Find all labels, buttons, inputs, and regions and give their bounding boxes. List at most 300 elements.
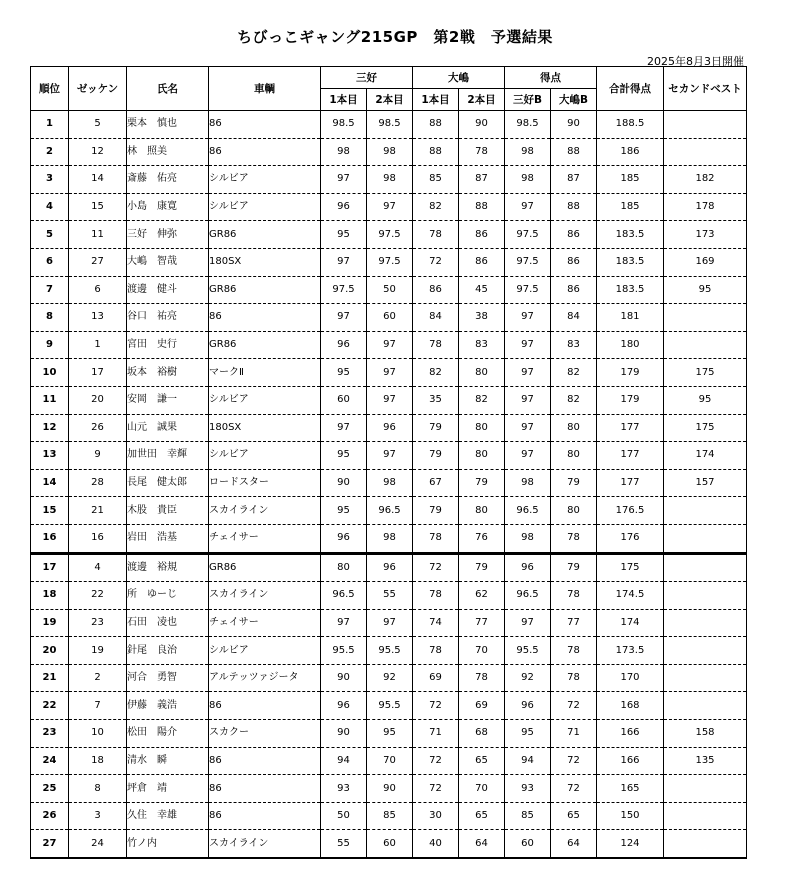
cell-miyoshi-run2: 85 bbox=[367, 802, 413, 830]
cell-car: スカイライン bbox=[209, 497, 321, 525]
cell-miyoshi-best: 98 bbox=[505, 138, 551, 166]
cell-oshima-run1: 86 bbox=[413, 276, 459, 304]
cell-miyoshi-run2: 97 bbox=[367, 442, 413, 470]
cell-miyoshi-run2: 98 bbox=[367, 138, 413, 166]
cell-total: 176 bbox=[597, 524, 664, 553]
cell-zekken: 27 bbox=[69, 248, 127, 276]
cell-second-best: 182 bbox=[664, 166, 747, 194]
cell-miyoshi-run2: 92 bbox=[367, 664, 413, 692]
cell-rank: 14 bbox=[31, 469, 69, 497]
cell-rank: 19 bbox=[31, 609, 69, 637]
cell-miyoshi-best: 96 bbox=[505, 692, 551, 720]
cell-miyoshi-best: 96.5 bbox=[505, 582, 551, 610]
table-row bbox=[31, 775, 747, 803]
cell-miyoshi-run2: 97 bbox=[367, 331, 413, 359]
table-row bbox=[31, 524, 747, 553]
cell-name: 林 照美 bbox=[127, 138, 209, 166]
cell-miyoshi-run2: 97.5 bbox=[367, 248, 413, 276]
cell-second-best bbox=[664, 304, 747, 332]
cell-zekken: 4 bbox=[69, 553, 127, 582]
cell-zekken: 18 bbox=[69, 747, 127, 775]
cell-oshima-best: 72 bbox=[551, 747, 597, 775]
cell-oshima-run1: 71 bbox=[413, 720, 459, 748]
cell-oshima-run2: 87 bbox=[459, 166, 505, 194]
table-row bbox=[31, 414, 747, 442]
cell-miyoshi-best: 95 bbox=[505, 720, 551, 748]
cell-car: シルビア bbox=[209, 166, 321, 194]
cell-car: 86 bbox=[209, 775, 321, 803]
cell-total: 177 bbox=[597, 469, 664, 497]
table-row bbox=[31, 276, 747, 304]
cell-total: 185 bbox=[597, 166, 664, 194]
cell-miyoshi-run1: 95 bbox=[321, 442, 367, 470]
cell-name: 山元 誠果 bbox=[127, 414, 209, 442]
cell-miyoshi-run1: 95 bbox=[321, 221, 367, 249]
results-table bbox=[30, 66, 747, 859]
cell-miyoshi-best: 85 bbox=[505, 802, 551, 830]
cell-zekken: 5 bbox=[69, 111, 127, 139]
cell-oshima-run2: 38 bbox=[459, 304, 505, 332]
cell-miyoshi-run2: 98 bbox=[367, 469, 413, 497]
cell-total: 174 bbox=[597, 609, 664, 637]
cell-oshima-best: 80 bbox=[551, 497, 597, 525]
cell-second-best bbox=[664, 138, 747, 166]
cell-oshima-run1: 72 bbox=[413, 553, 459, 582]
cell-oshima-run1: 30 bbox=[413, 802, 459, 830]
cell-second-best: 175 bbox=[664, 359, 747, 387]
cell-car: スカクー bbox=[209, 720, 321, 748]
cell-oshima-run2: 79 bbox=[459, 553, 505, 582]
cell-miyoshi-run1: 60 bbox=[321, 386, 367, 414]
cell-miyoshi-run1: 96 bbox=[321, 524, 367, 553]
cell-second-best: 157 bbox=[664, 469, 747, 497]
table-row bbox=[31, 138, 747, 166]
table-row bbox=[31, 720, 747, 748]
header-second-best: セカンドベスト bbox=[664, 67, 747, 111]
cell-second-best: 135 bbox=[664, 747, 747, 775]
cell-oshima-best: 82 bbox=[551, 359, 597, 387]
cell-rank: 26 bbox=[31, 802, 69, 830]
cell-second-best: 174 bbox=[664, 442, 747, 470]
cell-rank: 5 bbox=[31, 221, 69, 249]
cell-miyoshi-run2: 50 bbox=[367, 276, 413, 304]
cell-oshima-run2: 82 bbox=[459, 386, 505, 414]
cell-second-best bbox=[664, 553, 747, 582]
cell-miyoshi-run2: 60 bbox=[367, 304, 413, 332]
cell-rank: 21 bbox=[31, 664, 69, 692]
cell-car: 180SX bbox=[209, 248, 321, 276]
header-oshima: 大嶋 bbox=[413, 67, 505, 89]
cell-oshima-run2: 62 bbox=[459, 582, 505, 610]
cell-miyoshi-best: 96 bbox=[505, 553, 551, 582]
cell-second-best bbox=[664, 802, 747, 830]
cell-zekken: 7 bbox=[69, 692, 127, 720]
cell-miyoshi-run1: 96.5 bbox=[321, 582, 367, 610]
cell-miyoshi-best: 98.5 bbox=[505, 111, 551, 139]
cell-miyoshi-best: 98 bbox=[505, 524, 551, 553]
cell-name: 宮田 史行 bbox=[127, 331, 209, 359]
cell-second-best bbox=[664, 775, 747, 803]
cell-name: 石田 凌也 bbox=[127, 609, 209, 637]
cell-oshima-best: 86 bbox=[551, 276, 597, 304]
cell-oshima-run1: 40 bbox=[413, 830, 459, 858]
cell-oshima-run2: 65 bbox=[459, 747, 505, 775]
cell-oshima-run1: 72 bbox=[413, 692, 459, 720]
cell-zekken: 11 bbox=[69, 221, 127, 249]
cell-rank: 10 bbox=[31, 359, 69, 387]
cell-oshima-best: 87 bbox=[551, 166, 597, 194]
cell-oshima-run1: 78 bbox=[413, 582, 459, 610]
cell-oshima-best: 71 bbox=[551, 720, 597, 748]
cell-oshima-run2: 70 bbox=[459, 775, 505, 803]
cell-name: 渡邊 健斗 bbox=[127, 276, 209, 304]
table-row bbox=[31, 304, 747, 332]
cell-miyoshi-run2: 97 bbox=[367, 609, 413, 637]
table-row bbox=[31, 248, 747, 276]
cell-total: 181 bbox=[597, 304, 664, 332]
cell-oshima-run2: 70 bbox=[459, 637, 505, 665]
cell-miyoshi-run1: 97 bbox=[321, 304, 367, 332]
cell-miyoshi-best: 97 bbox=[505, 359, 551, 387]
cell-oshima-run2: 80 bbox=[459, 359, 505, 387]
cell-miyoshi-run2: 95.5 bbox=[367, 637, 413, 665]
cell-total: 183.5 bbox=[597, 248, 664, 276]
cell-miyoshi-run1: 80 bbox=[321, 553, 367, 582]
cell-name: 伊藤 義浩 bbox=[127, 692, 209, 720]
cell-miyoshi-run1: 55 bbox=[321, 830, 367, 858]
cell-name: 竹ノ内 bbox=[127, 830, 209, 858]
cell-second-best bbox=[664, 830, 747, 858]
cell-miyoshi-run1: 98 bbox=[321, 138, 367, 166]
cell-second-best bbox=[664, 497, 747, 525]
cell-total: 186 bbox=[597, 138, 664, 166]
cell-rank: 4 bbox=[31, 193, 69, 221]
cell-miyoshi-run1: 95 bbox=[321, 497, 367, 525]
cell-name: 坂本 裕樹 bbox=[127, 359, 209, 387]
cell-oshima-run2: 86 bbox=[459, 248, 505, 276]
cell-rank: 25 bbox=[31, 775, 69, 803]
cell-oshima-run1: 74 bbox=[413, 609, 459, 637]
cell-oshima-run1: 67 bbox=[413, 469, 459, 497]
cell-oshima-run1: 72 bbox=[413, 775, 459, 803]
cell-oshima-best: 77 bbox=[551, 609, 597, 637]
cell-total: 183.5 bbox=[597, 221, 664, 249]
cell-second-best: 95 bbox=[664, 276, 747, 304]
cell-rank: 23 bbox=[31, 720, 69, 748]
cell-oshima-run2: 65 bbox=[459, 802, 505, 830]
cell-total: 124 bbox=[597, 830, 664, 858]
cell-second-best: 158 bbox=[664, 720, 747, 748]
cell-second-best bbox=[664, 524, 747, 553]
cell-miyoshi-run1: 96 bbox=[321, 193, 367, 221]
cell-zekken: 15 bbox=[69, 193, 127, 221]
cell-oshima-run1: 78 bbox=[413, 331, 459, 359]
cell-car: スカイライン bbox=[209, 582, 321, 610]
cell-oshima-run1: 78 bbox=[413, 524, 459, 553]
cell-miyoshi-run1: 95.5 bbox=[321, 637, 367, 665]
cell-total: 179 bbox=[597, 359, 664, 387]
cell-oshima-best: 64 bbox=[551, 830, 597, 858]
table-body bbox=[31, 111, 747, 859]
cell-rank: 13 bbox=[31, 442, 69, 470]
cell-oshima-best: 78 bbox=[551, 524, 597, 553]
cell-car: GR86 bbox=[209, 221, 321, 249]
cell-car: シルビア bbox=[209, 193, 321, 221]
cell-miyoshi-best: 97.5 bbox=[505, 248, 551, 276]
cell-miyoshi-run1: 93 bbox=[321, 775, 367, 803]
cell-car: 86 bbox=[209, 111, 321, 139]
cell-oshima-run1: 69 bbox=[413, 664, 459, 692]
cell-miyoshi-run2: 55 bbox=[367, 582, 413, 610]
cell-oshima-best: 88 bbox=[551, 193, 597, 221]
cell-oshima-run2: 45 bbox=[459, 276, 505, 304]
cell-second-best bbox=[664, 111, 747, 139]
cell-zekken: 2 bbox=[69, 664, 127, 692]
cell-miyoshi-run1: 50 bbox=[321, 802, 367, 830]
cell-miyoshi-best: 97 bbox=[505, 442, 551, 470]
cell-miyoshi-run2: 70 bbox=[367, 747, 413, 775]
cell-oshima-run2: 83 bbox=[459, 331, 505, 359]
table-row bbox=[31, 221, 747, 249]
cell-car: ロードスター bbox=[209, 469, 321, 497]
header-rank: 順位 bbox=[31, 67, 69, 111]
cell-name: 長尾 健太郎 bbox=[127, 469, 209, 497]
cell-rank: 24 bbox=[31, 747, 69, 775]
header-miyoshi-run1: 1本目 bbox=[321, 89, 367, 111]
cell-second-best: 95 bbox=[664, 386, 747, 414]
cell-miyoshi-run2: 90 bbox=[367, 775, 413, 803]
cell-car: チェイサー bbox=[209, 524, 321, 553]
cell-oshima-best: 84 bbox=[551, 304, 597, 332]
cell-miyoshi-run1: 95 bbox=[321, 359, 367, 387]
cell-miyoshi-run1: 94 bbox=[321, 747, 367, 775]
table-row bbox=[31, 469, 747, 497]
cell-rank: 1 bbox=[31, 111, 69, 139]
table-row bbox=[31, 609, 747, 637]
cell-oshima-run2: 76 bbox=[459, 524, 505, 553]
cell-total: 165 bbox=[597, 775, 664, 803]
table-row bbox=[31, 497, 747, 525]
table-row bbox=[31, 830, 747, 858]
cell-miyoshi-best: 97 bbox=[505, 609, 551, 637]
cell-oshima-best: 88 bbox=[551, 138, 597, 166]
cell-total: 166 bbox=[597, 720, 664, 748]
header-name: 氏名 bbox=[127, 67, 209, 111]
cell-name: 谷口 祐亮 bbox=[127, 304, 209, 332]
cell-oshima-run1: 79 bbox=[413, 442, 459, 470]
cell-miyoshi-run1: 90 bbox=[321, 720, 367, 748]
cell-miyoshi-best: 97.5 bbox=[505, 221, 551, 249]
cell-rank: 2 bbox=[31, 138, 69, 166]
header-miyoshi: 三好 bbox=[321, 67, 413, 89]
cell-second-best: 173 bbox=[664, 221, 747, 249]
cell-name: 小島 康寛 bbox=[127, 193, 209, 221]
cell-zekken: 16 bbox=[69, 524, 127, 553]
cell-name: 所 ゆーじ bbox=[127, 582, 209, 610]
cell-miyoshi-best: 60 bbox=[505, 830, 551, 858]
table-row bbox=[31, 582, 747, 610]
cell-total: 166 bbox=[597, 747, 664, 775]
cell-zekken: 22 bbox=[69, 582, 127, 610]
table-row bbox=[31, 747, 747, 775]
header-zekken: ゼッケン bbox=[69, 67, 127, 111]
cell-oshima-best: 80 bbox=[551, 442, 597, 470]
cell-total: 174.5 bbox=[597, 582, 664, 610]
cell-rank: 22 bbox=[31, 692, 69, 720]
cell-total: 180 bbox=[597, 331, 664, 359]
cell-miyoshi-best: 95.5 bbox=[505, 637, 551, 665]
cell-oshima-best: 80 bbox=[551, 414, 597, 442]
cell-zekken: 23 bbox=[69, 609, 127, 637]
cell-miyoshi-run2: 96 bbox=[367, 414, 413, 442]
table-row bbox=[31, 331, 747, 359]
cell-miyoshi-run2: 96.5 bbox=[367, 497, 413, 525]
cell-name: 栗本 慎也 bbox=[127, 111, 209, 139]
header-total: 合計得点 bbox=[597, 67, 664, 111]
cell-oshima-run2: 78 bbox=[459, 664, 505, 692]
cell-zekken: 8 bbox=[69, 775, 127, 803]
cell-oshima-run2: 80 bbox=[459, 497, 505, 525]
table-row bbox=[31, 802, 747, 830]
table-row bbox=[31, 386, 747, 414]
cell-car: スカイライン bbox=[209, 830, 321, 858]
cell-car: シルビア bbox=[209, 637, 321, 665]
cell-total: 179 bbox=[597, 386, 664, 414]
cell-rank: 11 bbox=[31, 386, 69, 414]
cell-miyoshi-run1: 90 bbox=[321, 664, 367, 692]
cell-miyoshi-run1: 96 bbox=[321, 692, 367, 720]
cell-oshima-best: 78 bbox=[551, 664, 597, 692]
cell-miyoshi-best: 96.5 bbox=[505, 497, 551, 525]
cell-rank: 3 bbox=[31, 166, 69, 194]
table-row bbox=[31, 193, 747, 221]
cell-car: シルビア bbox=[209, 386, 321, 414]
cell-oshima-run2: 88 bbox=[459, 193, 505, 221]
cell-zekken: 26 bbox=[69, 414, 127, 442]
cell-miyoshi-best: 94 bbox=[505, 747, 551, 775]
cell-miyoshi-best: 92 bbox=[505, 664, 551, 692]
cell-name: 針尾 良治 bbox=[127, 637, 209, 665]
cell-car: 86 bbox=[209, 138, 321, 166]
cell-zekken: 13 bbox=[69, 304, 127, 332]
cell-oshima-run2: 86 bbox=[459, 221, 505, 249]
cell-oshima-run1: 88 bbox=[413, 111, 459, 139]
cell-oshima-run2: 90 bbox=[459, 111, 505, 139]
cell-second-best bbox=[664, 331, 747, 359]
cell-miyoshi-run2: 98 bbox=[367, 524, 413, 553]
cell-name: 三好 伸弥 bbox=[127, 221, 209, 249]
cell-oshima-best: 83 bbox=[551, 331, 597, 359]
header-oshima-run2: 2本目 bbox=[459, 89, 505, 111]
cell-rank: 6 bbox=[31, 248, 69, 276]
cell-total: 176.5 bbox=[597, 497, 664, 525]
cell-oshima-best: 82 bbox=[551, 386, 597, 414]
header-miyoshi-best: 三好B bbox=[505, 89, 551, 111]
cell-zekken: 6 bbox=[69, 276, 127, 304]
cell-car: 86 bbox=[209, 692, 321, 720]
cell-second-best bbox=[664, 637, 747, 665]
cell-name: 清水 瞬 bbox=[127, 747, 209, 775]
cell-oshima-run2: 77 bbox=[459, 609, 505, 637]
cell-oshima-run1: 88 bbox=[413, 138, 459, 166]
cell-oshima-run1: 78 bbox=[413, 221, 459, 249]
cell-second-best bbox=[664, 664, 747, 692]
cell-miyoshi-best: 97 bbox=[505, 386, 551, 414]
cell-miyoshi-best: 98 bbox=[505, 166, 551, 194]
cell-miyoshi-best: 97 bbox=[505, 331, 551, 359]
cell-zekken: 19 bbox=[69, 637, 127, 665]
cell-miyoshi-run1: 97.5 bbox=[321, 276, 367, 304]
table-header bbox=[31, 67, 747, 111]
header-car: 車輌 bbox=[209, 67, 321, 111]
cell-car: シルビア bbox=[209, 442, 321, 470]
cell-car: マークⅡ bbox=[209, 359, 321, 387]
cell-total: 185 bbox=[597, 193, 664, 221]
cell-miyoshi-best: 98 bbox=[505, 469, 551, 497]
cell-zekken: 17 bbox=[69, 359, 127, 387]
cell-zekken: 10 bbox=[69, 720, 127, 748]
cell-total: 175 bbox=[597, 553, 664, 582]
page-title: ちびっこギャング215GP 第2戦 予選結果 bbox=[237, 28, 553, 46]
cell-miyoshi-run1: 96 bbox=[321, 331, 367, 359]
table-row bbox=[31, 553, 747, 582]
cell-total: 173.5 bbox=[597, 637, 664, 665]
cell-oshima-best: 86 bbox=[551, 221, 597, 249]
header-miyoshi-run2: 2本目 bbox=[367, 89, 413, 111]
cell-rank: 7 bbox=[31, 276, 69, 304]
cell-second-best: 178 bbox=[664, 193, 747, 221]
cell-oshima-run2: 79 bbox=[459, 469, 505, 497]
cell-rank: 27 bbox=[31, 830, 69, 858]
cell-rank: 12 bbox=[31, 414, 69, 442]
cell-total: 188.5 bbox=[597, 111, 664, 139]
cell-zekken: 3 bbox=[69, 802, 127, 830]
cell-total: 150 bbox=[597, 802, 664, 830]
cell-miyoshi-run1: 90 bbox=[321, 469, 367, 497]
cell-total: 177 bbox=[597, 414, 664, 442]
cell-name: 加世田 幸輝 bbox=[127, 442, 209, 470]
cell-miyoshi-run2: 95.5 bbox=[367, 692, 413, 720]
cell-car: 86 bbox=[209, 802, 321, 830]
cell-car: チェイサー bbox=[209, 609, 321, 637]
cell-zekken: 1 bbox=[69, 331, 127, 359]
cell-zekken: 12 bbox=[69, 138, 127, 166]
table-row bbox=[31, 442, 747, 470]
cell-car: GR86 bbox=[209, 331, 321, 359]
cell-second-best bbox=[664, 582, 747, 610]
cell-oshima-run2: 78 bbox=[459, 138, 505, 166]
cell-oshima-best: 79 bbox=[551, 553, 597, 582]
cell-oshima-run1: 82 bbox=[413, 193, 459, 221]
cell-name: 安岡 謙一 bbox=[127, 386, 209, 414]
cell-name: 河合 勇智 bbox=[127, 664, 209, 692]
cell-oshima-best: 72 bbox=[551, 692, 597, 720]
header-tokuten: 得点 bbox=[505, 67, 597, 89]
cell-miyoshi-run1: 97 bbox=[321, 609, 367, 637]
cell-miyoshi-best: 97.5 bbox=[505, 276, 551, 304]
table-row bbox=[31, 692, 747, 720]
cell-oshima-run1: 82 bbox=[413, 359, 459, 387]
cell-name: 久住 幸雄 bbox=[127, 802, 209, 830]
cell-miyoshi-best: 97 bbox=[505, 304, 551, 332]
cell-rank: 18 bbox=[31, 582, 69, 610]
cell-miyoshi-run1: 98.5 bbox=[321, 111, 367, 139]
cell-total: 177 bbox=[597, 442, 664, 470]
cell-name: 坪倉 靖 bbox=[127, 775, 209, 803]
cell-oshima-run1: 84 bbox=[413, 304, 459, 332]
cell-total: 168 bbox=[597, 692, 664, 720]
cell-zekken: 21 bbox=[69, 497, 127, 525]
